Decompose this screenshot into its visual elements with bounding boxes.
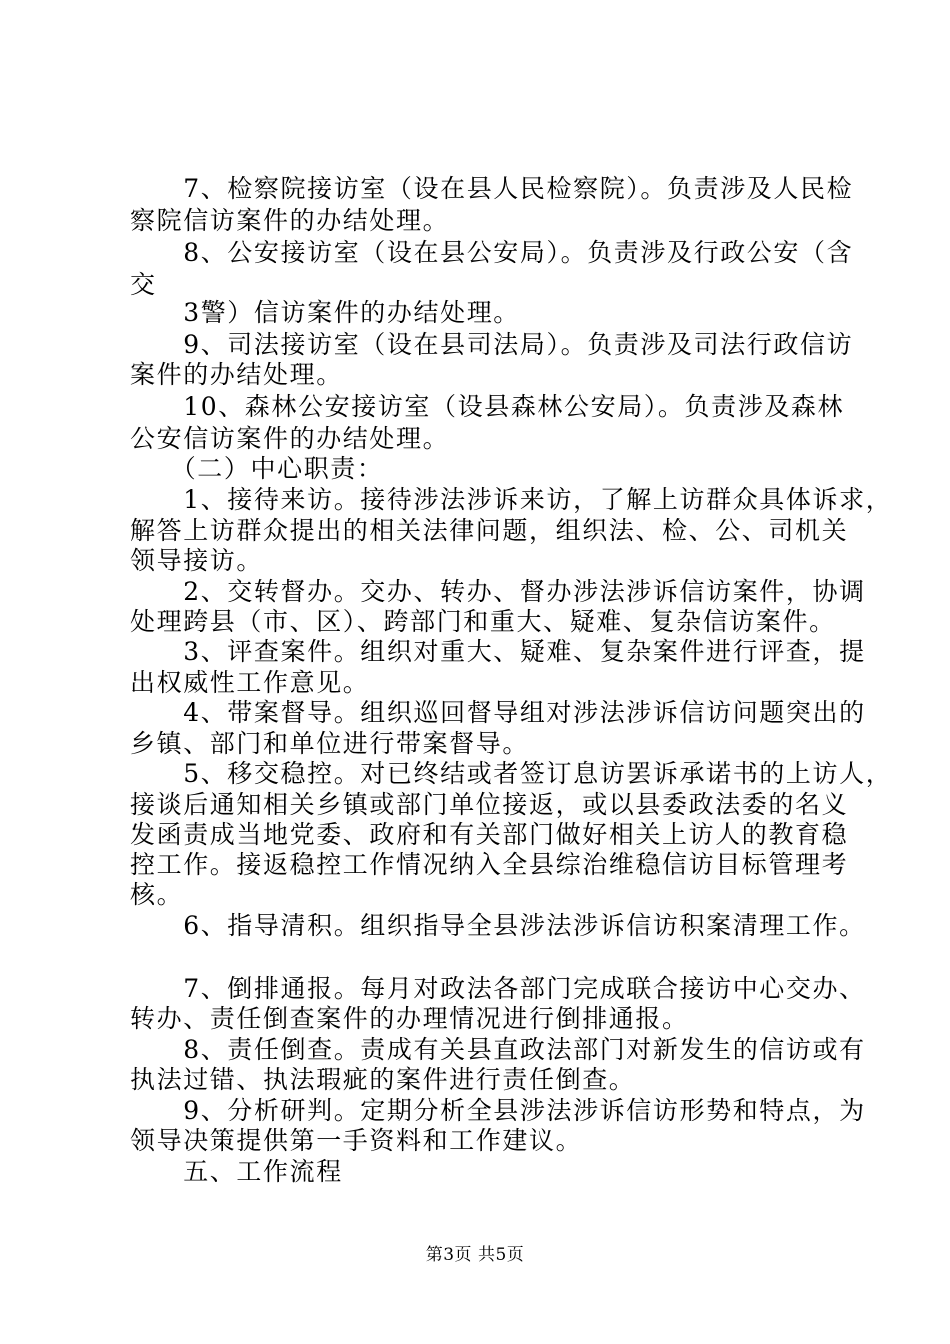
text-line: 领导决策提供第一手资料和工作建议。: [130, 1126, 583, 1155]
section-heading: （二）中心职责：: [130, 454, 384, 483]
text-line: 出权威性工作意见。: [130, 668, 370, 697]
section-heading: 五、工作流程: [130, 1157, 343, 1186]
text-line: 接谈后通知相关乡镇或部门单位接返，或以县委政法委的名义: [130, 790, 849, 819]
text-line: 处理跨县（市、区）、跨部门和重大、疑难、复杂信访案件。: [130, 607, 836, 636]
text-line: 解答上访群众提出的相关法律问题，组织法、检、公、司机关: [130, 516, 849, 545]
text-line: 交: [130, 270, 157, 299]
text-line: 案件的办结处理。: [130, 360, 343, 389]
text-line: 7、检察院接访室（设在县人民检察院）。负责涉及人民检: [130, 174, 854, 203]
text-line: 领导接访。: [130, 546, 264, 575]
text-line: 9、分析研判。定期分析全县涉法涉诉信访形势和特点，为: [130, 1096, 866, 1125]
text-line: 2、交转督办。交办、转办、督办涉法涉诉信访案件，协调: [130, 577, 866, 606]
text-line: 转办、责任倒查案件的办理情况进行倒排通报。: [130, 1004, 689, 1033]
text-line: 察院信访案件的办结处理。: [130, 206, 450, 235]
text-line: 8、公安接访室（设在县公安局）。负责涉及行政公安（含: [130, 238, 854, 267]
text-line: 公安信访案件的办结处理。: [130, 424, 450, 453]
text-line: 4、带案督导。组织巡回督导组对涉法涉诉信访问题突出的: [130, 698, 866, 727]
text-line: 7、倒排通报。每月对政法各部门完成联合接访中心交办、: [130, 974, 866, 1003]
text-line: 6、指导清积。组织指导全县涉法涉诉信访积案清理工作。: [130, 911, 866, 940]
text-line: 执法过错、执法瑕疵的案件进行责任倒查。: [130, 1065, 636, 1094]
text-line: 控工作。接返稳控工作情况纳入全县综治维稳信访目标管理考: [130, 850, 849, 879]
text-line: 10、森林公安接访室（设县森林公安局）。负责涉及森林: [130, 392, 845, 421]
text-line: 发函责成当地党委、政府和有关部门做好相关上访人的教育稳: [130, 820, 849, 849]
text-line: 乡镇、部门和单位进行带案督导。: [130, 729, 530, 758]
text-line: 核。: [130, 880, 184, 909]
text-line: 3警）信访案件的办结处理。: [130, 298, 520, 327]
text-line: 9、司法接访室（设在县司法局）。负责涉及司法行政信访: [130, 330, 854, 359]
text-line: 3、评查案件。组织对重大、疑难、复杂案件进行评查，提: [130, 637, 866, 666]
text-line: 8、责任倒查。责成有关县直政法部门对新发生的信访或有: [130, 1035, 866, 1064]
text-line: 5、移交稳控。对已终结或者签订息访罢诉承诺书的上访人，: [130, 759, 893, 788]
page-number-footer: 第3页 共5页: [425, 1245, 525, 1265]
text-line: 1、接待来访。接待涉法涉诉来访，了解上访群众具体诉求，: [130, 485, 893, 514]
